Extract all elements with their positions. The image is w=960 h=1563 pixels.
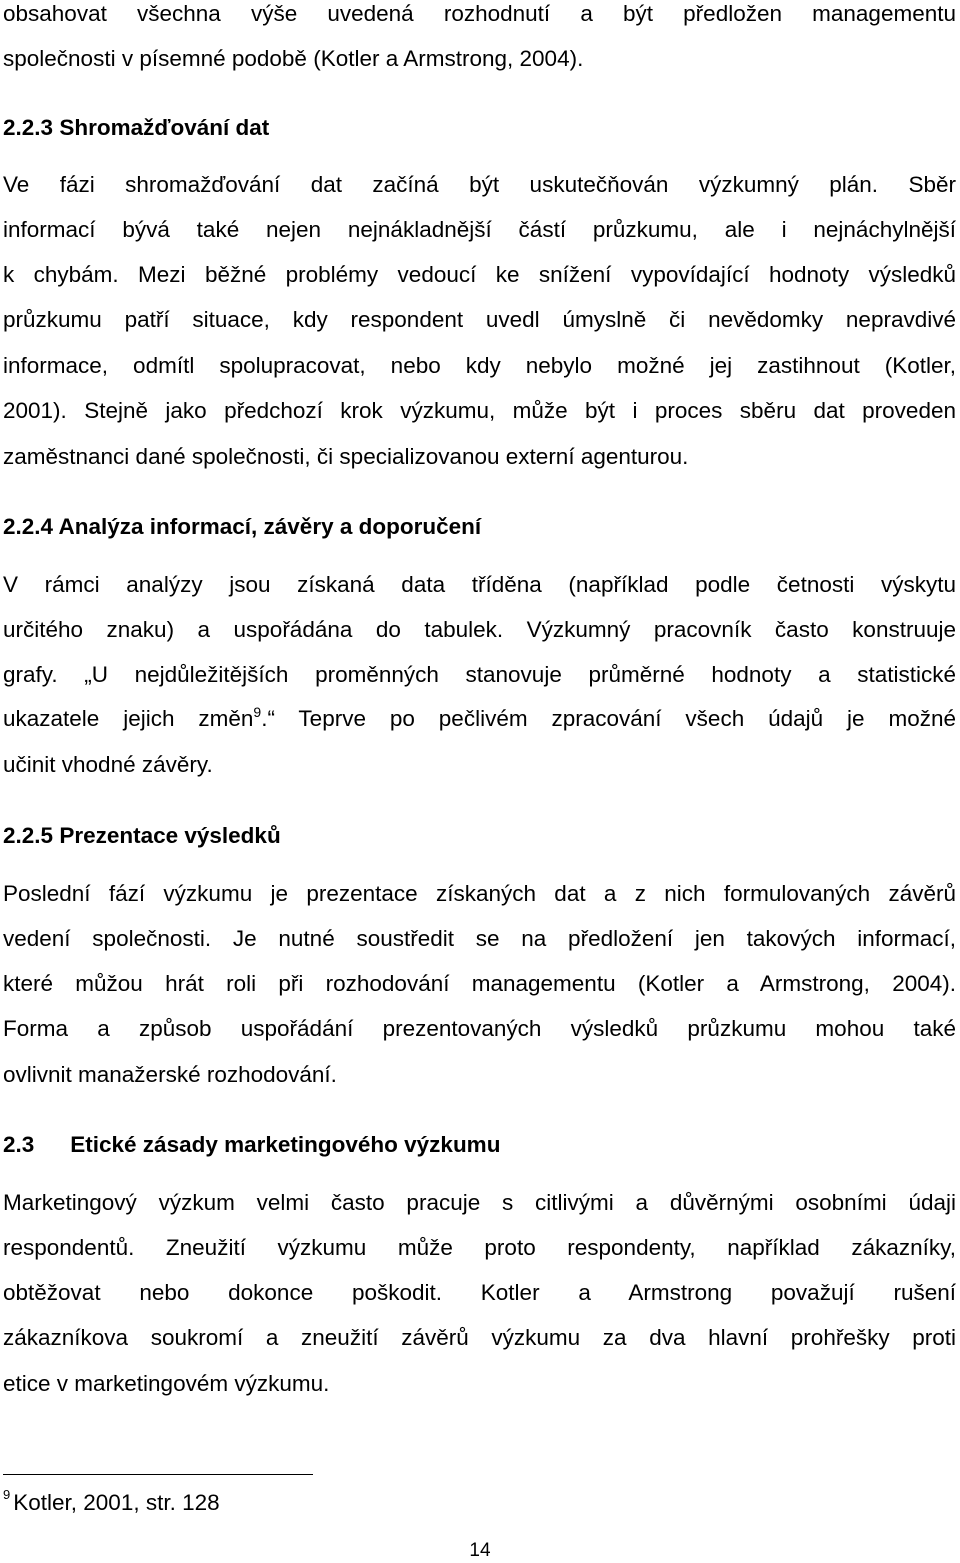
section-number: 2.2.4	[3, 514, 54, 539]
paragraph-line: k chybám. Mezi běžné problémy vedoucí ke snížení vypovídající hodnoty výsledků	[3, 262, 956, 287]
paragraph-line: obsahovat všechna výše uvedená rozhodnutí a být předložen managementu	[3, 1, 956, 26]
paragraph-line: společnosti v písemné podobě (Kotler a Armstrong, 2004).	[3, 46, 584, 71]
paragraph-line: ovlivnit manažerské rozhodování.	[3, 1062, 337, 1087]
section-title: Analýza informací, závěry a doporučení	[58, 514, 482, 539]
paragraph-line: určitého znaku) a uspořádána do tabulek. Výzkumný pracovník často konstruuje	[3, 617, 956, 642]
paragraph-line: V rámci analýzy jsou získaná data tříděna (například podle četnosti výskytu	[3, 572, 956, 597]
section-number: 2.2.5	[3, 823, 54, 848]
section-heading-2-2-5	[3, 822, 281, 850]
section-title: Prezentace výsledků	[59, 823, 281, 848]
section-number: 2.3	[3, 1132, 35, 1157]
paragraph-line: Poslední fází výzkumu je prezentace získaných dat a z nich formulovaných závěrů	[3, 881, 956, 906]
paragraph-line: grafy. „U nejdůležitějších proměnných stanovuje průměrné hodnoty a statistické	[3, 662, 956, 687]
paragraph-line: učinit vhodné závěry.	[3, 752, 213, 777]
line-text: ukazatele jejich změn	[3, 706, 254, 731]
paragraph-line: 2001). Stejně jako předchozí krok výzkumu, může být i proces sběru dat proveden	[3, 398, 956, 423]
footnote-text: Kotler, 2001, str. 128	[13, 1490, 220, 1515]
paragraph-line: Marketingový výzkum velmi často pracuje s citlivými a důvěrnými osobními údaji	[3, 1190, 956, 1215]
section-heading-2-3	[3, 1131, 500, 1159]
section-title: Shromažďování dat	[59, 115, 270, 140]
paragraph-line: Forma a způsob uspořádání prezentovaných výsledků průzkumu mohou také	[3, 1016, 956, 1041]
paragraph-line: informací bývá také nejen nejnákladnější částí průzkumu, ale i nejnáchylnější	[3, 217, 956, 242]
line-text: .“ Teprve po pečlivém zpracování všech údajů je možné	[261, 706, 956, 731]
page-number: 14	[469, 1540, 491, 1561]
paragraph-line: zaměstnanci dané společnosti, či specializovanou externí agenturou.	[3, 444, 689, 469]
paragraph-line: zákazníkova soukromí a zneužití závěrů výzkumu za dva hlavní prohřešky proti	[3, 1325, 956, 1350]
footnote-separator	[3, 1474, 313, 1475]
paragraph-line: etice v marketingovém výzkumu.	[3, 1371, 330, 1396]
paragraph-line: Ve fázi shromažďování dat začíná být uskutečňován výzkumný plán. Sběr	[3, 172, 956, 197]
footnote-mark: 9	[3, 1487, 11, 1502]
paragraph-line: vedení společnosti. Je nutné soustředit se na předložení jen takových informací,	[3, 926, 956, 951]
section-title: Etické zásady marketingového výzkumu	[70, 1132, 501, 1157]
section-heading-2-2-4	[3, 513, 481, 541]
paragraph-line: respondentů. Zneužití výzkumu může proto respondenty, například zákazníky,	[3, 1235, 956, 1260]
paragraph-line-with-footnote	[3, 705, 956, 733]
footnote	[3, 1489, 220, 1517]
paragraph-line: informace, odmítl spolupracovat, nebo kdy nebylo možné jej zastihnout (Kotler,	[3, 353, 956, 378]
paragraph-line: průzkumu patří situace, kdy respondent uvedl úmyslně či nevědomky nepravdivé	[3, 307, 956, 332]
paragraph-line: které můžou hrát roli při rozhodování managementu (Kotler a Armstrong, 2004).	[3, 971, 956, 996]
section-number: 2.2.3	[3, 115, 54, 140]
paragraph-line: obtěžovat nebo dokonce poškodit. Kotler a Armstrong považují rušení	[3, 1280, 956, 1305]
footnote-reference[interactable]: 9	[253, 704, 262, 720]
section-heading-2-2-3	[3, 114, 269, 142]
